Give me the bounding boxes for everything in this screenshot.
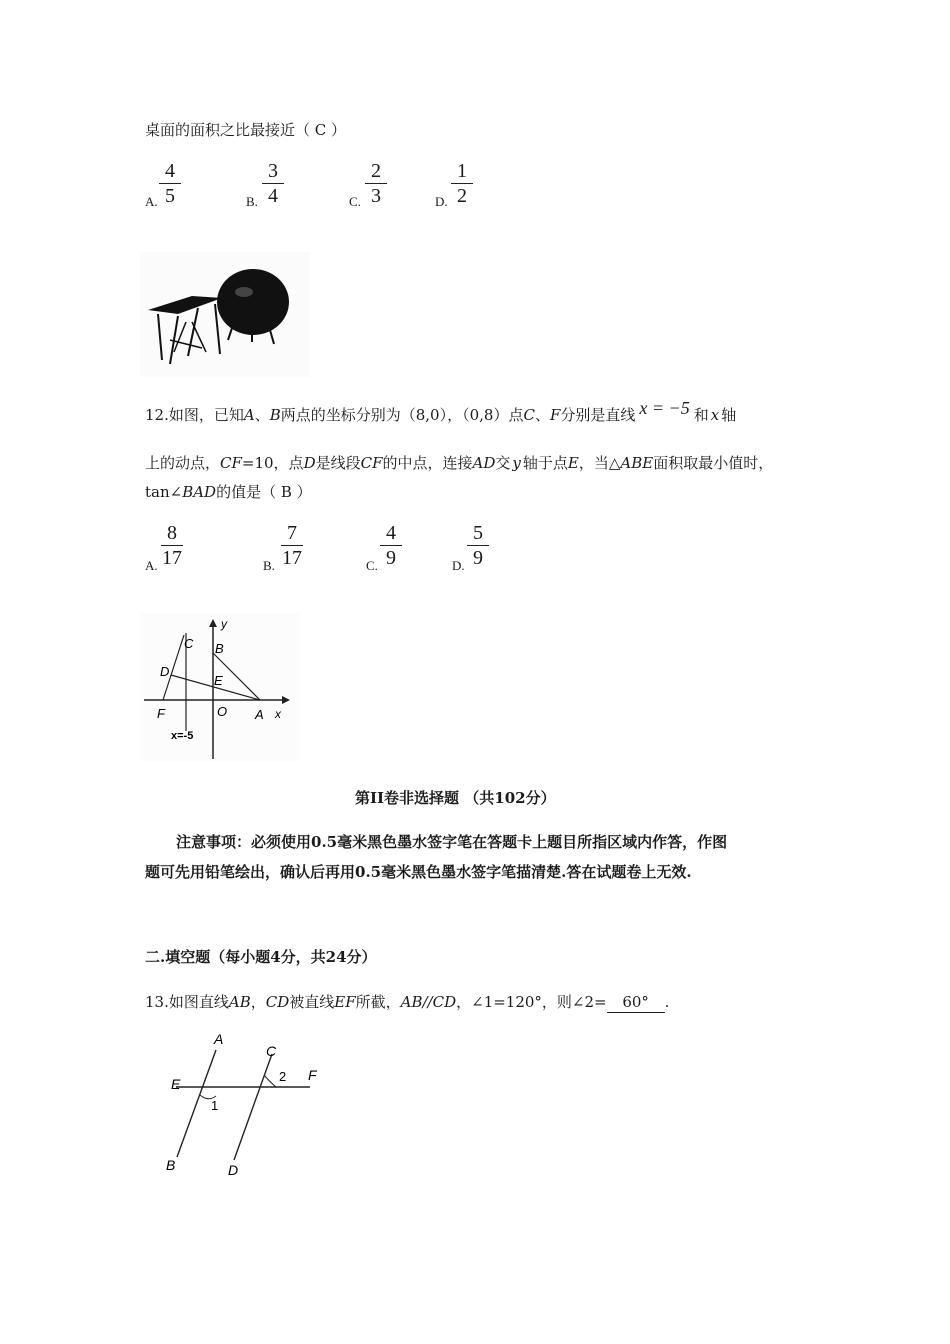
- q12-line-1: 12.如图，已知A、B两点的坐标分别为（8,0），（0,8）点C、F分别是直线 x = −5 和 x 轴: [145, 398, 737, 424]
- q12-option-d-label: D.: [452, 558, 465, 573]
- q12-option-a-fraction: 8 17: [162, 522, 182, 569]
- q13-answer-blank: 60°: [607, 992, 665, 1013]
- label-c: C: [266, 1043, 277, 1059]
- q12-option-a-label: A.: [145, 558, 158, 573]
- q12-option-c-label: C.: [366, 558, 378, 573]
- q11-option-a-label: A.: [145, 194, 158, 209]
- label-d: D: [160, 664, 170, 679]
- q11-option-d-fraction: 1 2: [447, 160, 477, 207]
- label-x: x: [275, 707, 281, 721]
- line-cd: [234, 1054, 272, 1160]
- label-angle-1: 1: [211, 1098, 219, 1113]
- q12-equation: x = −5: [639, 398, 690, 418]
- label-y: y: [221, 617, 227, 631]
- label-d: D: [228, 1162, 239, 1178]
- folding-table-figure: [140, 252, 310, 377]
- label-o: O: [217, 704, 228, 719]
- label-angle-2: 2: [279, 1069, 287, 1084]
- q11-option-d-label: D.: [435, 194, 448, 209]
- q11-option-c-fraction: 2 3: [361, 160, 391, 207]
- q12-line-3: tan∠BAD的值是（ B ）: [145, 483, 312, 501]
- q12-option-d-fraction: 5 9: [463, 522, 493, 569]
- label-e: E: [171, 1076, 181, 1092]
- label-f: F: [157, 706, 165, 721]
- label-line-equation: x=-5: [171, 730, 194, 742]
- q11-stem: 桌面的面积之比最接近（ C ）: [145, 121, 347, 139]
- label-b: B: [166, 1157, 176, 1173]
- q11-option-a-fraction: 4 5: [155, 160, 185, 207]
- q12-coordinate-figure: [140, 613, 300, 761]
- label-b: B: [215, 641, 224, 656]
- notice-line-1: 注意事项：必须使用0.5毫米黑色墨水签字笔在答题卡上题目所指区域内作答，作图: [176, 833, 728, 851]
- q11-option-b-fraction: 3 4: [258, 160, 288, 207]
- q12-option-c-fraction: 4 9: [376, 522, 406, 569]
- q11-option-c-label: C.: [349, 194, 361, 209]
- q11-option-b-label: B.: [246, 194, 258, 209]
- label-c: C: [184, 636, 194, 651]
- label-e: E: [214, 673, 223, 688]
- q13-parallel-lines-figure: [160, 1030, 335, 1185]
- notice-line-2: 题可先用铅笔绘出，确认后再用0.5毫米黑色墨水签字笔描清楚.答在试题卷上无效.: [145, 863, 692, 881]
- q13-stem: 13.如图直线AB，CD被直线EF所截，AB//CD，∠1=120°，则∠2= 60° .: [145, 993, 670, 1011]
- angle-2-arc: [264, 1075, 276, 1087]
- section-ii-title: 第II卷非选择题 （共102分）: [355, 789, 556, 807]
- q12-line-2: 上的动点，CF=10，点D是线段CF的中点，连接AD交 y 轴于点E，当△ABE面积取最小值时，: [145, 454, 774, 472]
- fill-in-blank-heading: 二.填空题（每小题4分，共24分）: [145, 948, 377, 966]
- q12-option-b-label: B.: [263, 558, 275, 573]
- label-a: A: [255, 707, 264, 722]
- label-f: F: [308, 1067, 317, 1083]
- q12-option-b-fraction: 7 17: [282, 522, 302, 569]
- label-a: A: [214, 1031, 224, 1047]
